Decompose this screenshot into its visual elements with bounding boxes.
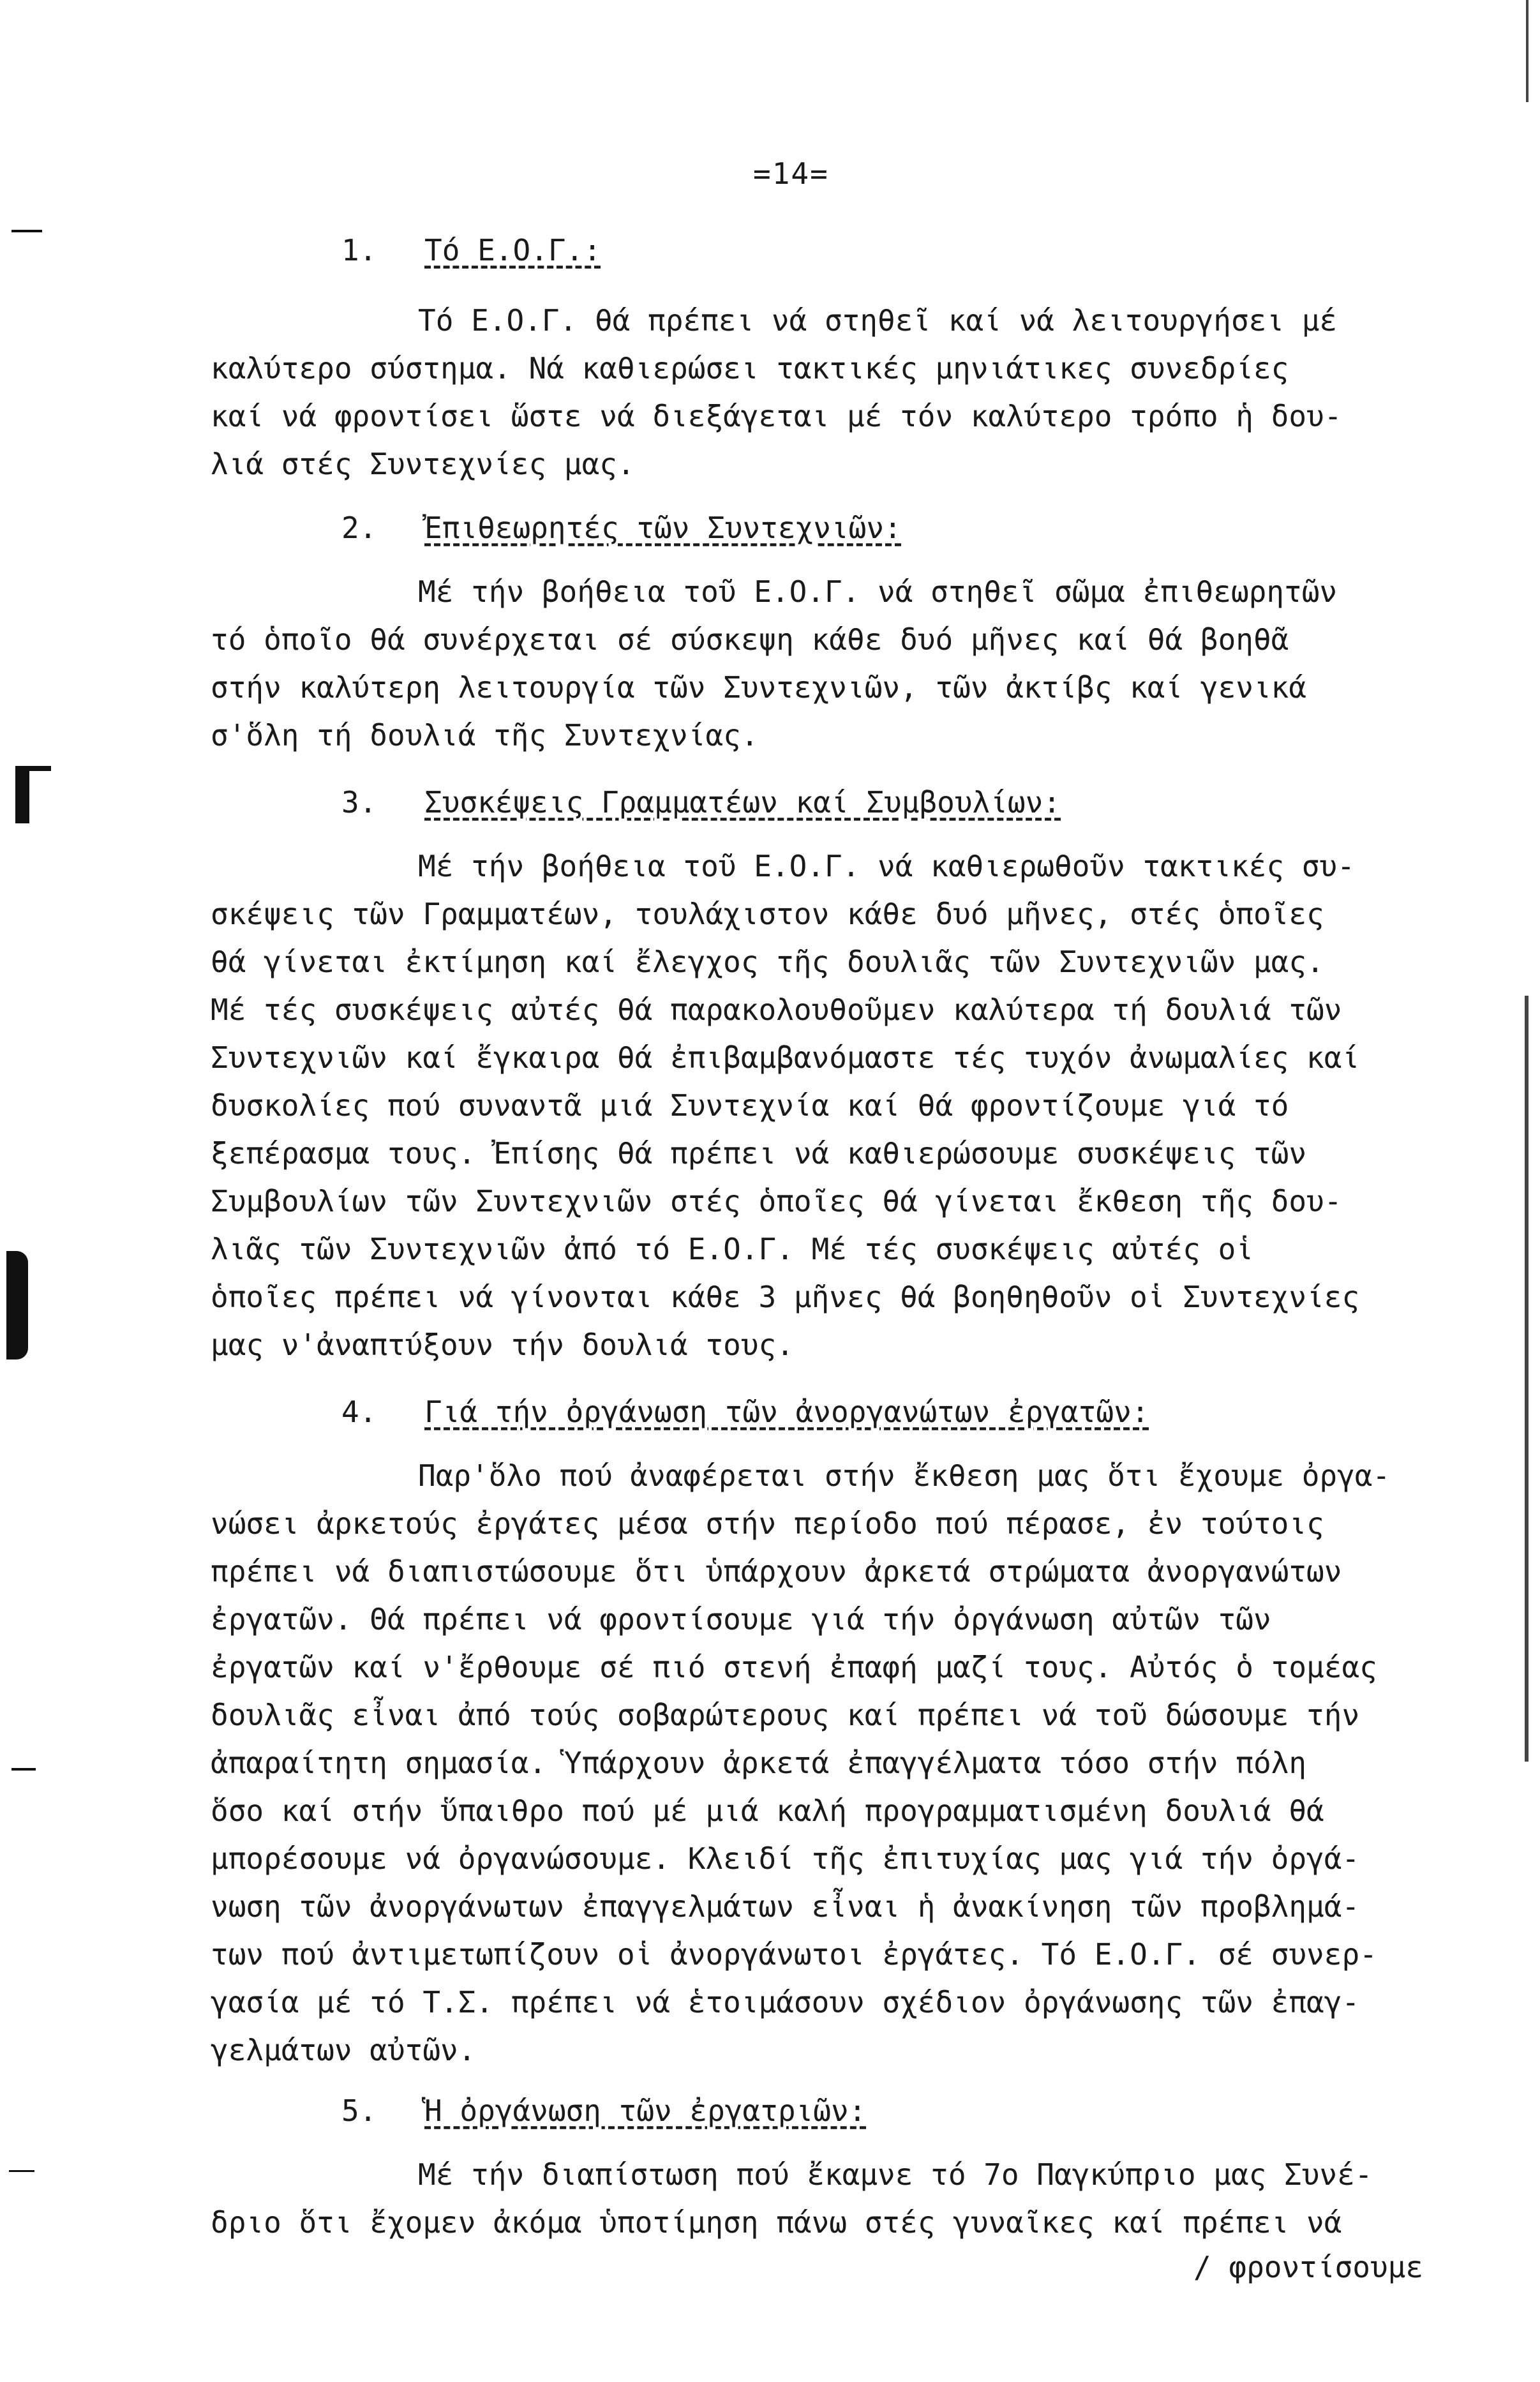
text-line: ξεπέρασμα τους. Ἐπίσης θά πρέπει νά καθιερώσουμε συσκέψεις τῶν	[211, 1136, 1307, 1171]
section-2-body	[211, 568, 1506, 760]
text-line: νωση τῶν ἀνοργάνωτων ἐπαγγελμάτων εἶναι ἡ ἀνακίνηση τῶν προβλημά-	[211, 1889, 1360, 1924]
text-line: Μέ τήν διαπίστωση πού ἔκαμνε τό 7ο Παγκύπριο μας Συνέ-	[418, 2157, 1373, 2192]
text-line: ὁποῖες πρέπει νά γίνονται κάθε 3 μῆνες θά βοηθηθοῦν οἱ Συντεχνίες	[211, 1280, 1360, 1314]
text-line: λιά στές Συντεχνίες μας.	[211, 447, 635, 481]
text-line: γασία μέ τό Τ.Σ. πρέπει νά ἑτοιμάσουν σχέδιον ὀργάνωσης τῶν ἐπαγ-	[211, 1985, 1360, 2019]
text-line: πρέπει νά διαπιστώσουμε ὅτι ὑπάρχουν ἀρκετά στρώματα ἀνοργανώτων	[211, 1554, 1342, 1589]
text-line: τό ὁποῖο θά συνέρχεται σέ σύσκεψη κάθε δυό μῆνες καί θά βοηθᾶ	[211, 622, 1289, 657]
text-line: θά γίνεται ἐκτίμηση καί ἔλεγχος τῆς δουλιᾶς τῶν Συντεχνιῶν μας.	[211, 945, 1324, 979]
section-number: 1.	[341, 233, 377, 267]
section-title: Ἐπιθεωρητές τῶν Συντεχνιῶν:	[424, 511, 902, 545]
text-line: δουλιᾶς εἶναι ἀπό τούς σοβαρώτερους καί πρέπει νά τοῦ δώσουμε τήν	[211, 1698, 1360, 1732]
text-line: καί νά φροντίσει ὥστε νά διεξάγεται μέ τόν καλύτερο τρόπο ἡ δου-	[211, 399, 1342, 433]
text-line: νώσει ἀρκετούς ἐργάτες μέσα στήν περίοδο πού πέρασε, ἐν τούτοις	[211, 1506, 1324, 1541]
margin-mark	[11, 230, 42, 232]
margin-mark	[15, 766, 51, 771]
page-edge-mark	[1525, 996, 1529, 1762]
section-1-heading	[341, 233, 601, 267]
continuation-note: / φροντίσουμε	[1193, 2250, 1424, 2284]
section-title: Γιά τήν ὀργάνωση τῶν ἀνοργανώτων ἐργατῶν:	[424, 1395, 1149, 1429]
section-5-body	[211, 2151, 1506, 2247]
text-line: ἐργατῶν καί ν'ἔρθουμε σέ πιό στενή ἐπαφή μαζί τους. Αὐτός ὁ τομέας	[211, 1650, 1377, 1684]
section-4-body	[211, 1452, 1506, 2074]
margin-mark	[15, 766, 29, 823]
text-line: Μέ τήν βοήθεια τοῦ Ε.Ο.Γ. νά στηθεῖ σῶμα ἐπιθεωρητῶν	[418, 574, 1338, 609]
section-number: 5.	[341, 2094, 377, 2128]
text-line: Συντεχνιῶν καί ἔγκαιρα θά ἐπιβαμβανόμαστε τές τυχόν ἀνωμαλίες καί	[211, 1040, 1360, 1075]
section-title: Ἡ ὀργάνωση τῶν ἐργατριῶν:	[424, 2094, 867, 2128]
text-line: γελμάτων αὐτῶν.	[211, 2033, 476, 2067]
text-line: ἀπαραίτητη σημασία. Ὑπάρχουν ἀρκετά ἐπαγγέλματα τόσο στήν πόλη	[211, 1746, 1307, 1780]
section-number: 4.	[341, 1395, 377, 1429]
margin-mark	[6, 1251, 28, 1360]
section-2-heading	[341, 511, 902, 545]
text-line: δυσκολίες πού συναντᾶ μιά Συντεχνία καί θά φροντίζουμε γιά τό	[211, 1088, 1289, 1123]
text-line: των πού ἀντιμετωπίζουν οἱ ἀνοργάνωτοι ἐργάτες. Τό Ε.Ο.Γ. σέ συνερ-	[211, 1937, 1377, 1972]
text-line: Μέ τές συσκέψεις αὐτές θά παρακολουθοῦμεν καλύτερα τή δουλιά τῶν	[211, 992, 1342, 1027]
text-line: δριο ὅτι ἔχομεν ἀκόμα ὑποτίμηση πάνω στές γυναῖκες καί πρέπει νά	[211, 2205, 1342, 2240]
text-line: σ'ὅλη τή δουλιά τῆς Συντεχνίας.	[211, 718, 759, 753]
section-number: 2.	[341, 511, 377, 545]
section-title: Τό Ε.Ο.Γ.:	[424, 233, 601, 267]
section-5-heading	[341, 2094, 866, 2128]
page-edge-mark	[1526, 0, 1529, 102]
section-number: 3.	[341, 785, 377, 820]
section-4-heading	[341, 1395, 1149, 1429]
text-line: μπορέσουμε νά ὀργανώσουμε. Κλειδί τῆς ἐπιτυχίας μας γιά τήν ὀργά-	[211, 1841, 1360, 1876]
section-3-body	[211, 843, 1506, 1369]
text-line: Συμβουλίων τῶν Συντεχνιῶν στές ὁποῖες θά γίνεται ἔκθεση τῆς δου-	[211, 1184, 1342, 1218]
text-line: Τό Ε.Ο.Γ. θά πρέπει νά στηθεῖ καί νά λειτουργήσει μέ	[418, 303, 1338, 338]
section-1-body	[211, 297, 1506, 488]
text-line: καλύτερο σύστημα. Νά καθιερώσει τακτικές μηνιάτικες συνεδρίες	[211, 351, 1289, 386]
text-line: στήν καλύτερη λειτουργία τῶν Συντεχνιῶν, τῶν ἀκτίβς καί γενικά	[211, 670, 1307, 705]
text-line: σκέψεις τῶν Γραμματέων, τουλάχιστον κάθε δυό μῆνες, στές ὁποῖες	[211, 897, 1324, 931]
text-line: λιᾶς τῶν Συντεχνιῶν ἀπό τό Ε.Ο.Γ. Μέ τές συσκέψεις αὐτές οἱ	[211, 1232, 1253, 1266]
text-line: ἐργατῶν. Θά πρέπει νά φροντίσουμε γιά τήν ὀργάνωση αὐτῶν τῶν	[211, 1602, 1271, 1637]
section-title: Συσκέψεις Γραμματέων καί Συμβουλίων:	[424, 785, 1061, 820]
text-line: ὅσο καί στήν ὕπαιθρο πού μέ μιά καλή προγραμματισμένη δουλιά θά	[211, 1794, 1324, 1828]
text-line: μας ν'ἀναπτύξουν τήν δουλιά τους.	[211, 1328, 794, 1362]
text-line: Παρ'ὅλο πού ἀναφέρεται στήν ἔκθεση μας ὅτι ἔχουμε ὀργα-	[418, 1458, 1391, 1493]
margin-mark	[11, 1768, 36, 1771]
text-line: Μέ τήν βοήθεια τοῦ Ε.Ο.Γ. νά καθιερωθοῦν τακτικές συ-	[418, 849, 1355, 883]
section-3-heading	[341, 785, 1061, 820]
page-number: =14=	[753, 156, 829, 191]
margin-mark	[9, 2170, 34, 2172]
